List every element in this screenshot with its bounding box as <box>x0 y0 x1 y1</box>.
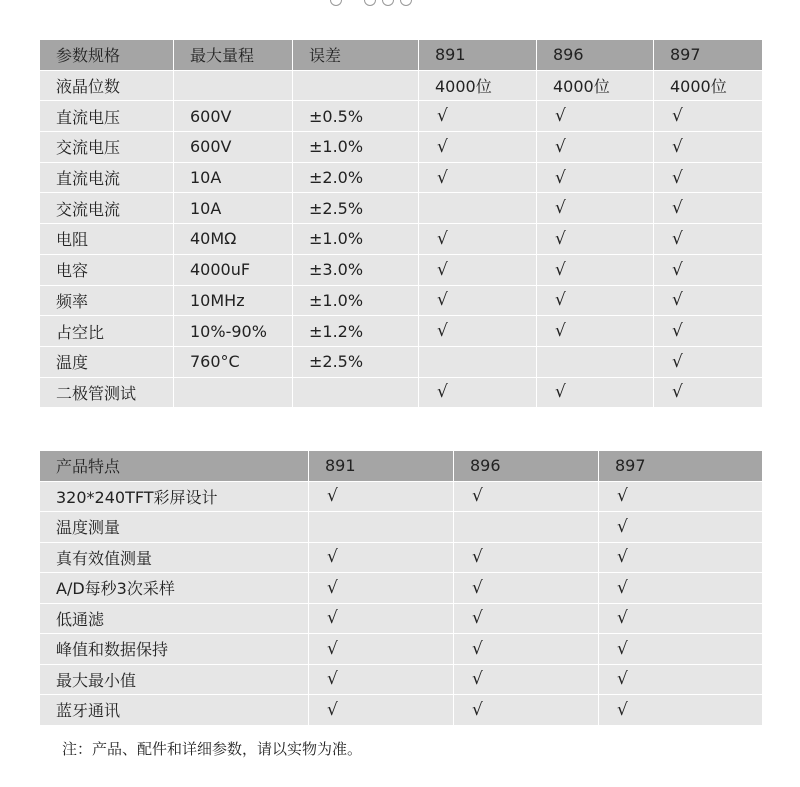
row-label: A/D每秒3次采样 <box>40 573 309 604</box>
table-cell: √ <box>599 573 763 604</box>
row-label: 真有效值测量 <box>40 542 309 573</box>
table-header-row <box>40 451 763 482</box>
table-row <box>40 573 763 604</box>
table-cell: 10MHz <box>174 285 293 316</box>
table-cell: √ <box>537 132 654 163</box>
table-cell: 10%-90% <box>174 316 293 347</box>
table-cell: ±3.0% <box>293 254 419 285</box>
table-cell: ±2.0% <box>293 162 419 193</box>
table-cell <box>537 346 654 377</box>
row-label: 电阻 <box>40 224 174 255</box>
table-cell: 40MΩ <box>174 224 293 255</box>
table-cell: √ <box>599 603 763 634</box>
row-label: 温度测量 <box>40 512 309 543</box>
cropped-title-fragment <box>330 0 440 6</box>
row-label: 交流电流 <box>40 193 174 224</box>
spec-table-body <box>40 40 763 408</box>
table-cell: √ <box>419 224 537 255</box>
row-label: 峰值和数据保持 <box>40 634 309 665</box>
table-row <box>40 224 763 255</box>
table-cell: √ <box>537 377 654 408</box>
row-label: 温度 <box>40 346 174 377</box>
table-cell: √ <box>537 101 654 132</box>
row-label: 电容 <box>40 254 174 285</box>
table-row <box>40 346 763 377</box>
row-label: 低通滤 <box>40 603 309 634</box>
table-cell: ±0.5% <box>293 101 419 132</box>
table-row <box>40 316 763 347</box>
footnote: 注：产品、配件和详细参数，请以实物为准。 <box>62 740 363 758</box>
table-cell: √ <box>309 634 454 665</box>
table-cell: √ <box>654 285 763 316</box>
table-cell: √ <box>654 346 763 377</box>
table-cell: √ <box>419 162 537 193</box>
table-cell: √ <box>419 285 537 316</box>
row-label: 直流电压 <box>40 101 174 132</box>
spec-table <box>39 39 763 408</box>
table-cell: √ <box>454 542 599 573</box>
table-cell: √ <box>537 162 654 193</box>
table-cell <box>174 377 293 408</box>
column-header: 产品特点 <box>40 451 309 482</box>
table-cell: √ <box>454 634 599 665</box>
table-row <box>40 285 763 316</box>
table-cell: √ <box>419 101 537 132</box>
column-header: 误差 <box>293 40 419 71</box>
column-header: 891 <box>309 451 454 482</box>
table-cell: √ <box>419 132 537 163</box>
row-label: 交流电压 <box>40 132 174 163</box>
table-cell: 4000位 <box>654 70 763 101</box>
table-cell: √ <box>599 664 763 695</box>
column-header: 891 <box>419 40 537 71</box>
column-header: 897 <box>599 451 763 482</box>
table-cell: √ <box>599 542 763 573</box>
table-cell: √ <box>654 316 763 347</box>
table-row <box>40 481 763 512</box>
table-cell: 10A <box>174 193 293 224</box>
table-cell: √ <box>537 224 654 255</box>
table-cell: ±2.5% <box>293 193 419 224</box>
table-cell: √ <box>654 132 763 163</box>
table-cell: 10A <box>174 162 293 193</box>
table-cell: 600V <box>174 101 293 132</box>
table-cell: ±1.2% <box>293 316 419 347</box>
table-cell: √ <box>654 101 763 132</box>
table-cell: √ <box>309 573 454 604</box>
column-header: 896 <box>454 451 599 482</box>
table-cell: √ <box>599 634 763 665</box>
table-cell: √ <box>654 254 763 285</box>
table-cell: √ <box>537 193 654 224</box>
table-cell: √ <box>309 542 454 573</box>
column-header: 897 <box>654 40 763 71</box>
table-cell: √ <box>537 254 654 285</box>
table-cell: ±2.5% <box>293 346 419 377</box>
table-row <box>40 664 763 695</box>
table-cell: √ <box>537 285 654 316</box>
row-label: 液晶位数 <box>40 70 174 101</box>
table-row <box>40 542 763 573</box>
row-label: 频率 <box>40 285 174 316</box>
table-row <box>40 634 763 665</box>
table-row <box>40 377 763 408</box>
table-cell: √ <box>599 481 763 512</box>
table-row <box>40 512 763 543</box>
table-cell: 4000uF <box>174 254 293 285</box>
table-cell: ±1.0% <box>293 224 419 255</box>
table-cell: ±1.0% <box>293 285 419 316</box>
feature-table-body <box>40 451 763 726</box>
table-cell <box>293 377 419 408</box>
table-cell: √ <box>309 603 454 634</box>
table-cell: √ <box>309 695 454 726</box>
table-cell: √ <box>454 481 599 512</box>
table-cell <box>419 346 537 377</box>
table-cell: √ <box>654 377 763 408</box>
row-label: 占空比 <box>40 316 174 347</box>
table-cell: √ <box>654 193 763 224</box>
column-header: 参数规格 <box>40 40 174 71</box>
table-cell: √ <box>599 512 763 543</box>
feature-table <box>39 450 763 726</box>
table-cell: √ <box>599 695 763 726</box>
table-cell <box>419 193 537 224</box>
table-cell: √ <box>419 254 537 285</box>
table-cell: √ <box>419 316 537 347</box>
table-cell <box>309 512 454 543</box>
table-row <box>40 101 763 132</box>
table-cell: √ <box>419 377 537 408</box>
row-label: 最大最小值 <box>40 664 309 695</box>
table-cell: √ <box>654 224 763 255</box>
table-cell: 600V <box>174 132 293 163</box>
row-label: 直流电流 <box>40 162 174 193</box>
table-cell: √ <box>537 316 654 347</box>
table-cell <box>174 70 293 101</box>
table-row <box>40 70 763 101</box>
row-label: 二极管测试 <box>40 377 174 408</box>
table-row <box>40 603 763 634</box>
table-cell: 4000位 <box>419 70 537 101</box>
table-header-row <box>40 40 763 71</box>
table-cell: √ <box>454 603 599 634</box>
row-label: 320*240TFT彩屏设计 <box>40 481 309 512</box>
table-row <box>40 132 763 163</box>
table-row <box>40 193 763 224</box>
table-cell: √ <box>309 664 454 695</box>
table-cell: √ <box>454 695 599 726</box>
table-row <box>40 162 763 193</box>
column-header: 最大量程 <box>174 40 293 71</box>
table-row <box>40 695 763 726</box>
table-cell: √ <box>309 481 454 512</box>
table-cell: 4000位 <box>537 70 654 101</box>
table-cell <box>293 70 419 101</box>
table-cell: 760°C <box>174 346 293 377</box>
table-cell: ±1.0% <box>293 132 419 163</box>
table-cell <box>454 512 599 543</box>
table-cell: √ <box>654 162 763 193</box>
table-cell: √ <box>454 573 599 604</box>
table-row <box>40 254 763 285</box>
table-cell: √ <box>454 664 599 695</box>
row-label: 蓝牙通讯 <box>40 695 309 726</box>
column-header: 896 <box>537 40 654 71</box>
